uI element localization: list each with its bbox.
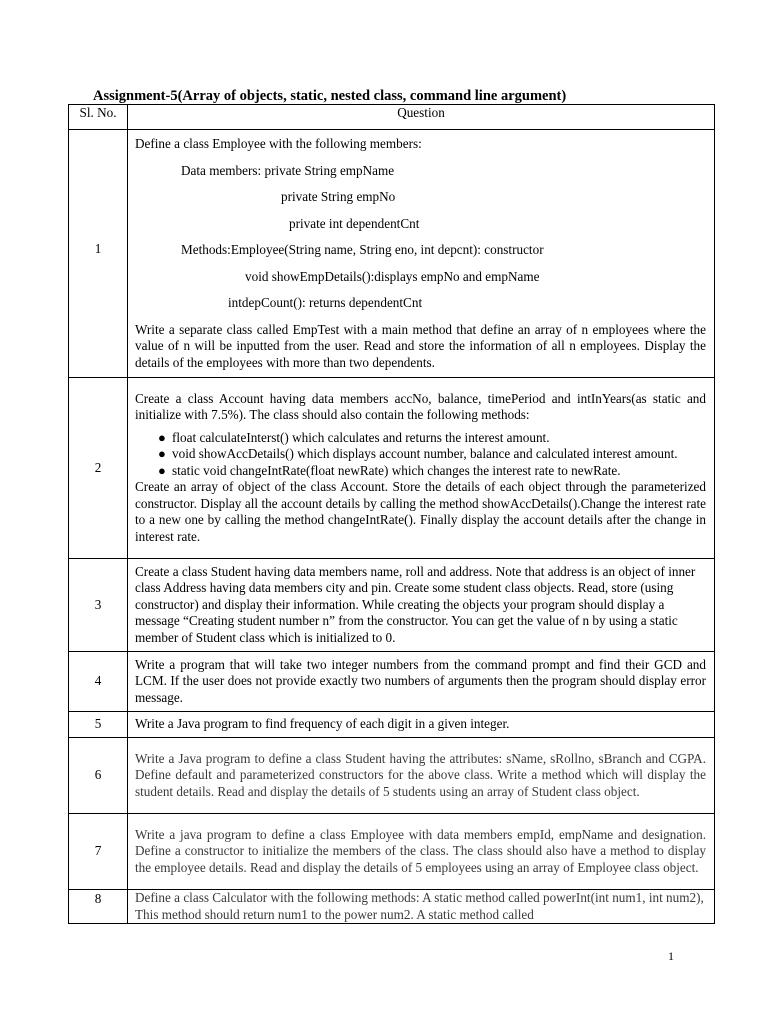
list-item	[158, 462, 706, 480]
q6-text: Write a Java program to define a class Student having the attributes: sName, sRollno, sBranch and CGPA. Define default and parameterized constructors for the above class. Write a method which will display the student details. Read and display the details of 5 students using an array of Student class object.	[135, 750, 706, 799]
row-number: 1	[69, 130, 128, 378]
row-number: 4	[69, 652, 128, 712]
question-cell	[128, 712, 715, 738]
q1-data-member-3: private int dependentCnt	[289, 215, 420, 231]
header-question: Question	[128, 105, 715, 130]
table-row	[69, 738, 715, 814]
q4-text: Write a program that will take two integer numbers from the command prompt and find their GCD and LCM. If the user does not provide exactly two numbers of arguments then the program should display error message.	[135, 656, 706, 705]
q3-text: Create a class Student having data members name, roll and address. Note that address is an object of inner class Address having data members city and pin. Create some student class objects. Read, store (using constructor) and display their information. While creating the objects your program should display a message “Creating student number n” from the constructor. You can get the value of n by using a static member of Student class which is initialized to 0.	[135, 563, 696, 645]
table-row	[69, 652, 715, 712]
q1-method-2: void showEmpDetails():displays empNo and empName	[245, 268, 540, 284]
row-number: 6	[69, 738, 128, 814]
q2-bullet-text: float calculateInterst() which calculates and returns the interest amount.	[172, 429, 550, 445]
bullet-icon: ●	[158, 429, 166, 445]
question-cell	[128, 814, 715, 890]
table-row	[69, 559, 715, 652]
table-row	[69, 814, 715, 890]
assignment-title: Assignment-5(Array of objects, static, nested class, command line argument)	[93, 88, 567, 104]
table-row	[69, 130, 715, 378]
q1-intro: Define a class Employee with the following members:	[135, 136, 422, 151]
list-item	[158, 446, 706, 463]
table-row	[69, 890, 715, 924]
q1-method-1: Methods:Employee(String name, String eno, int depcnt): constructor	[181, 242, 544, 257]
q1-method-3: intdepCount(): returns dependentCnt	[228, 295, 423, 310]
table-header-row	[69, 105, 715, 130]
q1-data-member-1: Data members: private String empName	[181, 162, 395, 178]
q8-text: Define a class Calculator with the following methods: A static method called powerInt(int num1, int num2), This method should return num1 to the power num2. A static method called	[135, 890, 704, 922]
row-number: 8	[69, 890, 128, 924]
header-sl-no: Sl. No.	[69, 105, 128, 130]
page-number: 1	[668, 949, 674, 963]
q2-bullet-text: void showAccDetails() which displays account number, balance and calculated interest amount.	[172, 446, 678, 462]
q1-task: Write a separate class called EmpTest with a main method that define an array of n employees where the value of n will be inputted from the user. Read and store the information of all n employees. Display the details of the employees with more than two dependents.	[135, 321, 706, 370]
row-number: 7	[69, 814, 128, 890]
q2-task: Create an array of object of the class Account. Store the details of each object through the parameterized constructor. Display all the account details by calling the method showAccDetails().Change the interest rate to a new one by calling the method changeIntRate(). Finally display the account details after the change in interest rate.	[135, 479, 706, 544]
question-cell	[128, 378, 715, 559]
table-row	[69, 378, 715, 559]
q1-data-member-2: private String empNo	[281, 189, 396, 204]
bullet-icon: ●	[158, 446, 166, 462]
question-cell	[128, 559, 715, 652]
row-number: 5	[69, 712, 128, 738]
question-cell	[128, 130, 715, 378]
row-number: 2	[69, 378, 128, 559]
q7-text: Write a java program to define a class Employee with data members empId, empName and designation. Define a constructor to initialize the members of the class. The class should also have a method to display the employee details. Read and display the details of 5 employees using an array of Employee class object.	[135, 826, 706, 875]
q2-method-list	[135, 430, 706, 480]
list-item	[158, 429, 706, 447]
question-cell	[128, 652, 715, 712]
question-cell	[128, 738, 715, 814]
questions-table	[68, 104, 715, 924]
q5-text: Write a Java program to find frequency of each digit in a given integer.	[135, 716, 510, 732]
row-number: 3	[69, 559, 128, 652]
q2-intro: Create a class Account having data members accNo, balance, timePeriod and intInYears(as static and initialize with 7.5%). The class should also contain the following methods:	[135, 390, 706, 423]
question-cell	[128, 890, 715, 924]
q2-bullet-text: static void changeIntRate(float newRate) which changes the interest rate to newRate.	[172, 462, 621, 478]
table-row	[69, 712, 715, 738]
bullet-icon: ●	[158, 462, 166, 478]
